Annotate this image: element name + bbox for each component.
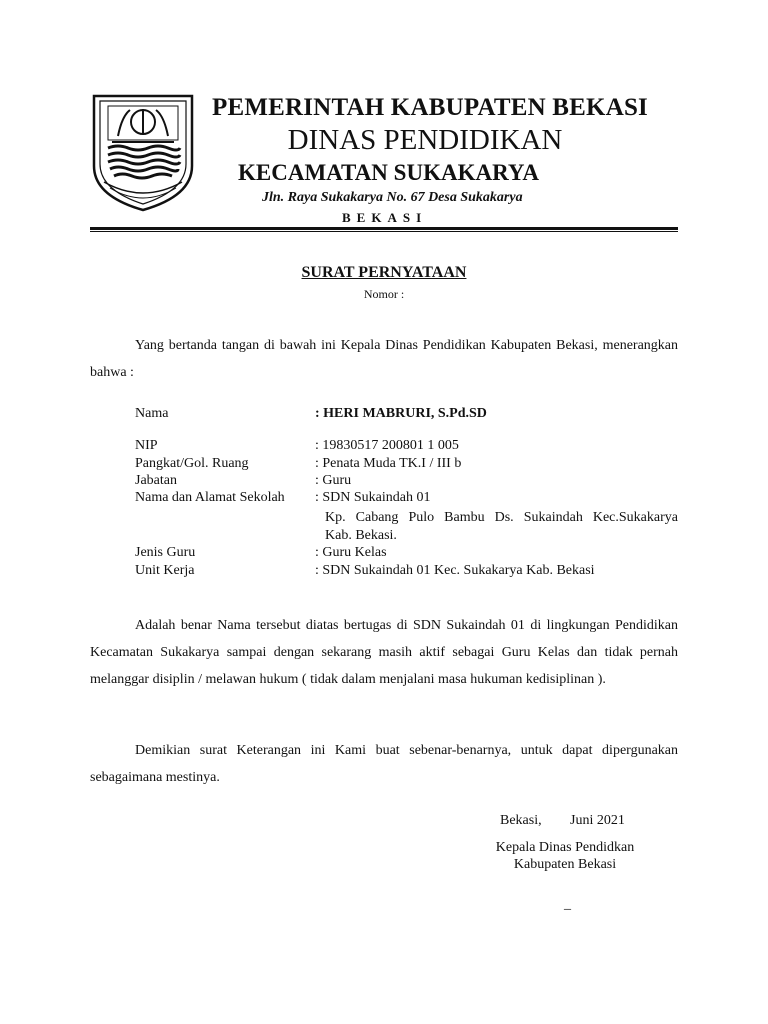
- field-label-jabatan: Jabatan: [135, 473, 177, 488]
- field-label-jenis-guru: Jenis Guru: [135, 545, 196, 560]
- closing-paragraph: Demikian surat Keterangan ini Kami buat sebenar-benarnya, untuk dapat dipergunakan sebagaimana mestinya.: [90, 743, 678, 785]
- field-value-pangkat: : Penata Muda TK.I / III b: [315, 456, 462, 471]
- document-number: Nomor :: [363, 287, 405, 301]
- intro-paragraph: Yang bertanda tangan di bawah ini Kepala Dinas Pendidikan Kabupaten Bekasi, menerangkan bahwa :: [90, 338, 678, 380]
- field-value-sekolah: : SDN Sukaindah 01: [315, 490, 431, 505]
- letterhead-district: KECAMATAN SUKAKARYA: [238, 160, 539, 185]
- field-label-sekolah: Nama dan Alamat Sekolah: [135, 490, 285, 505]
- field-value-nip: : 19830517 200801 1 005: [315, 438, 459, 453]
- letterhead-rule-thick: [90, 227, 678, 230]
- field-label-pangkat: Pangkat/Gol. Ruang: [135, 456, 249, 471]
- field-value-nama: : HERI MABRURI, S.Pd.SD: [315, 406, 487, 421]
- signature-name-placeholder: _: [564, 897, 571, 912]
- signature-place: Bekasi,: [500, 813, 542, 828]
- field-label-unit-kerja: Unit Kerja: [135, 563, 195, 578]
- letterhead-address: Jln. Raya Sukakarya No. 67 Desa Sukakarya: [262, 190, 523, 205]
- letterhead-government: PEMERINTAH KABUPATEN BEKASI: [211, 94, 648, 121]
- field-value-sekolah-address-1: Kp. Cabang Pulo Bambu Ds. Sukaindah Kec.Sukakarya: [325, 510, 678, 525]
- regency-logo: [88, 92, 198, 214]
- document-title-text: SURAT PERNYATAAN: [301, 264, 467, 281]
- document-title: [0, 264, 768, 282]
- letterhead-office: [200, 124, 700, 157]
- field-label-nama: Nama: [135, 406, 169, 421]
- field-value-unit-kerja: : SDN Sukaindah 01 Kec. Sukakarya Kab. Bekasi: [315, 563, 595, 578]
- field-label-nip: NIP: [135, 438, 158, 453]
- signature-date: Juni 2021: [570, 813, 625, 828]
- letterhead-rule-thin: [90, 231, 678, 232]
- regency-emblem-icon: [88, 92, 198, 214]
- statement-paragraph: Adalah benar Nama tersebut diatas bertugas di SDN Sukaindah 01 di lingkungan Pendidikan Kecamatan Sukakarya sampai dengan sekarang masih aktif sebagai Guru Kelas dan tidak pernah melanggar disiplin / melawan hukum ( tidak dalam menjalani masa hukuman kedisiplinan ).: [90, 618, 678, 687]
- field-value-sekolah-address-2: Kab. Bekasi.: [325, 528, 397, 543]
- signature-position-1: Kepala Dinas Pendidkan: [495, 840, 635, 855]
- field-value-jenis-guru: : Guru Kelas: [315, 545, 387, 560]
- field-value-jabatan: : Guru: [315, 473, 352, 488]
- signature-position-2: Kabupaten Bekasi: [513, 857, 617, 872]
- letterhead-office-text: DINAS PENDIDIKAN: [287, 124, 563, 156]
- letterhead-city: BEKASI: [342, 210, 428, 225]
